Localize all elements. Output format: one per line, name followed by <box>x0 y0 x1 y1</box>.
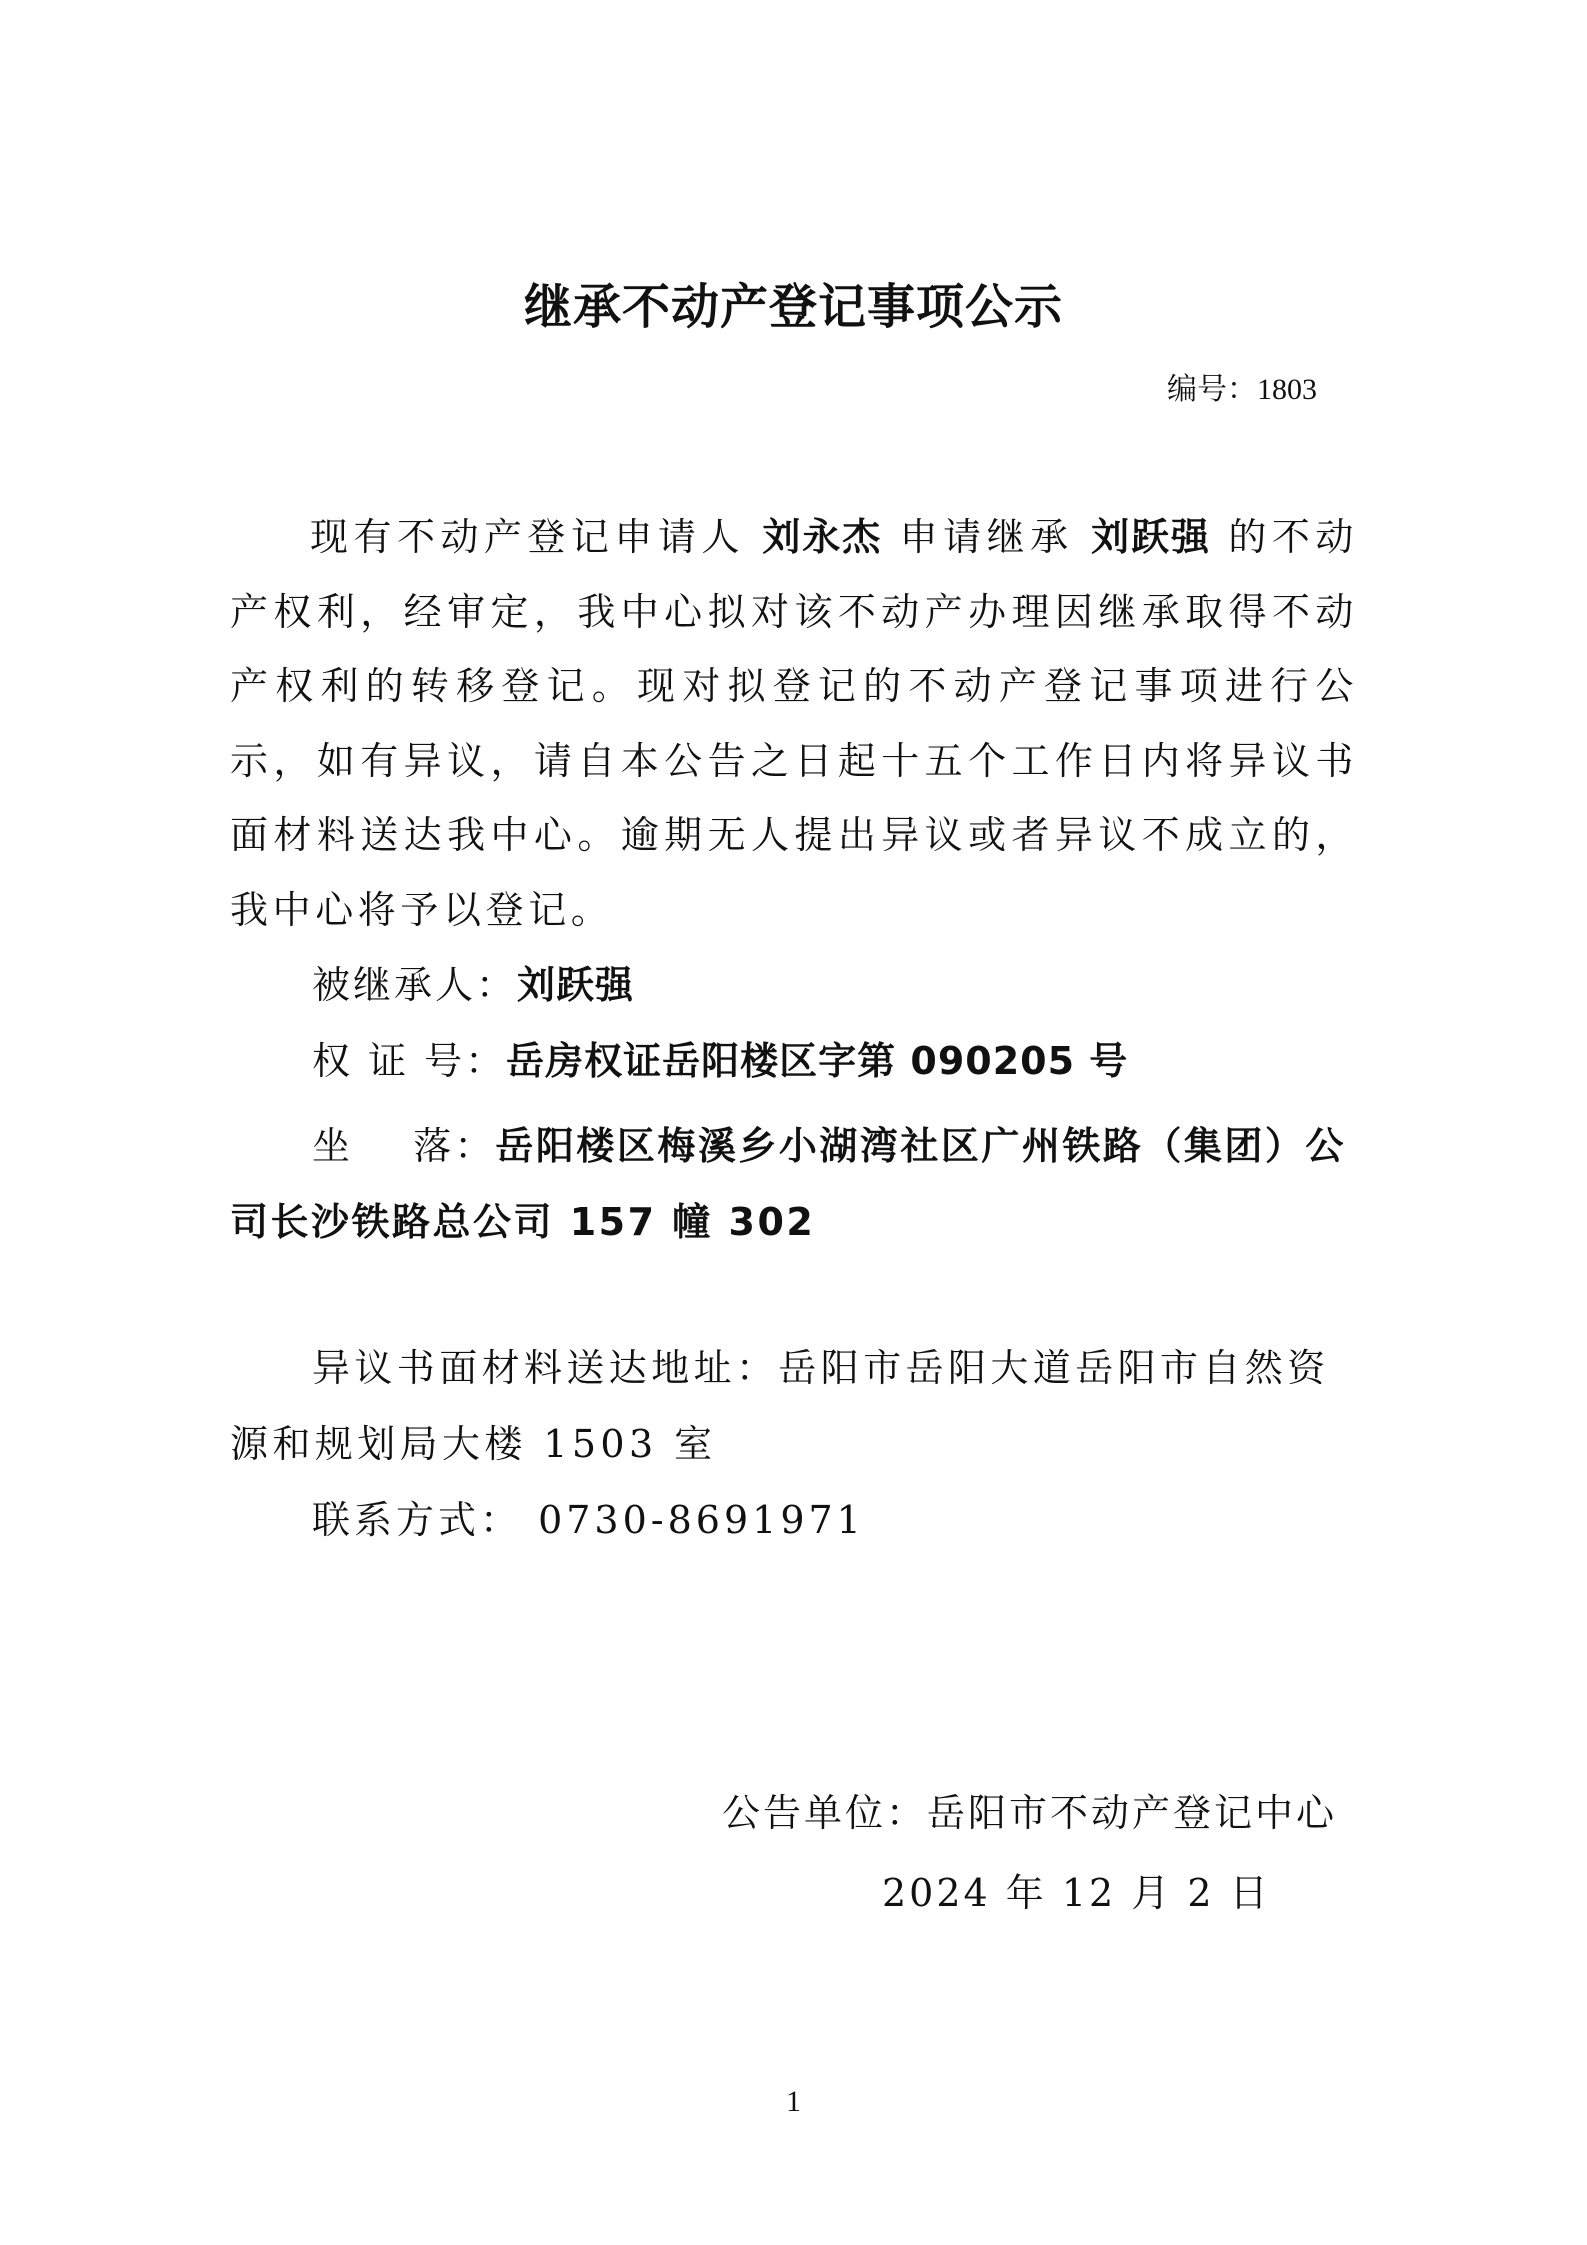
certificate-value: 岳房权证岳阳楼区字第 090205 号 <box>506 1039 1129 1083</box>
publisher: 公告单位：岳阳市不动产登记中心 <box>722 1791 1338 1835</box>
objection-address: 异议书面材料送达地址：岳阳市岳阳大道岳阳市自然资源和规划局大楼 1503 室 <box>230 1346 1330 1466</box>
decedent-name: 刘跃强 <box>1091 515 1211 559</box>
heir-label: 被继承人： <box>312 963 518 1007</box>
document-number-label: 编号： <box>1167 372 1257 407</box>
paragraph-text-1: 现有不动产登记申请人 <box>310 515 745 559</box>
paragraph-text-2: 申请继承 <box>899 515 1074 559</box>
heir-value: 刘跃强 <box>517 963 635 1007</box>
document-number-value: 1803 <box>1257 373 1317 406</box>
location-row <box>230 1108 1358 1260</box>
document-title: 继承不动产登记事项公示 <box>523 279 1063 335</box>
page-number: 1 <box>786 2085 801 2118</box>
certificate-label: 权 证 号： <box>312 1039 507 1083</box>
paragraph-text-3: 的不动产权利，经审定，我中心拟对该不动产办理因继承取得不动产权利的转移登记。现对拟登记的不动产登记事项进行公示，如有异议，请自本公告之日起十五个工作日内将异议书面材料送达我中心。逾期无人提出异议或者异议不成立的，我中心将予以登记。 <box>230 515 1358 932</box>
announcement-paragraph <box>230 500 1358 947</box>
publish-date: 2024 年 12 月 2 日 <box>882 1871 1271 1915</box>
location-value: 岳阳楼区梅溪乡小湖湾社区广州铁路（集团）公司长沙铁路总公司 157 幢 302 <box>230 1124 1346 1244</box>
certificate-row <box>312 1024 1128 1098</box>
heir-row <box>312 948 634 1022</box>
location-label: 坐 落： <box>312 1124 496 1168</box>
document-number <box>1167 368 1317 412</box>
contact-info: 联系方式： 0730-8691971 <box>312 1498 865 1542</box>
applicant-name: 刘永杰 <box>762 515 883 559</box>
